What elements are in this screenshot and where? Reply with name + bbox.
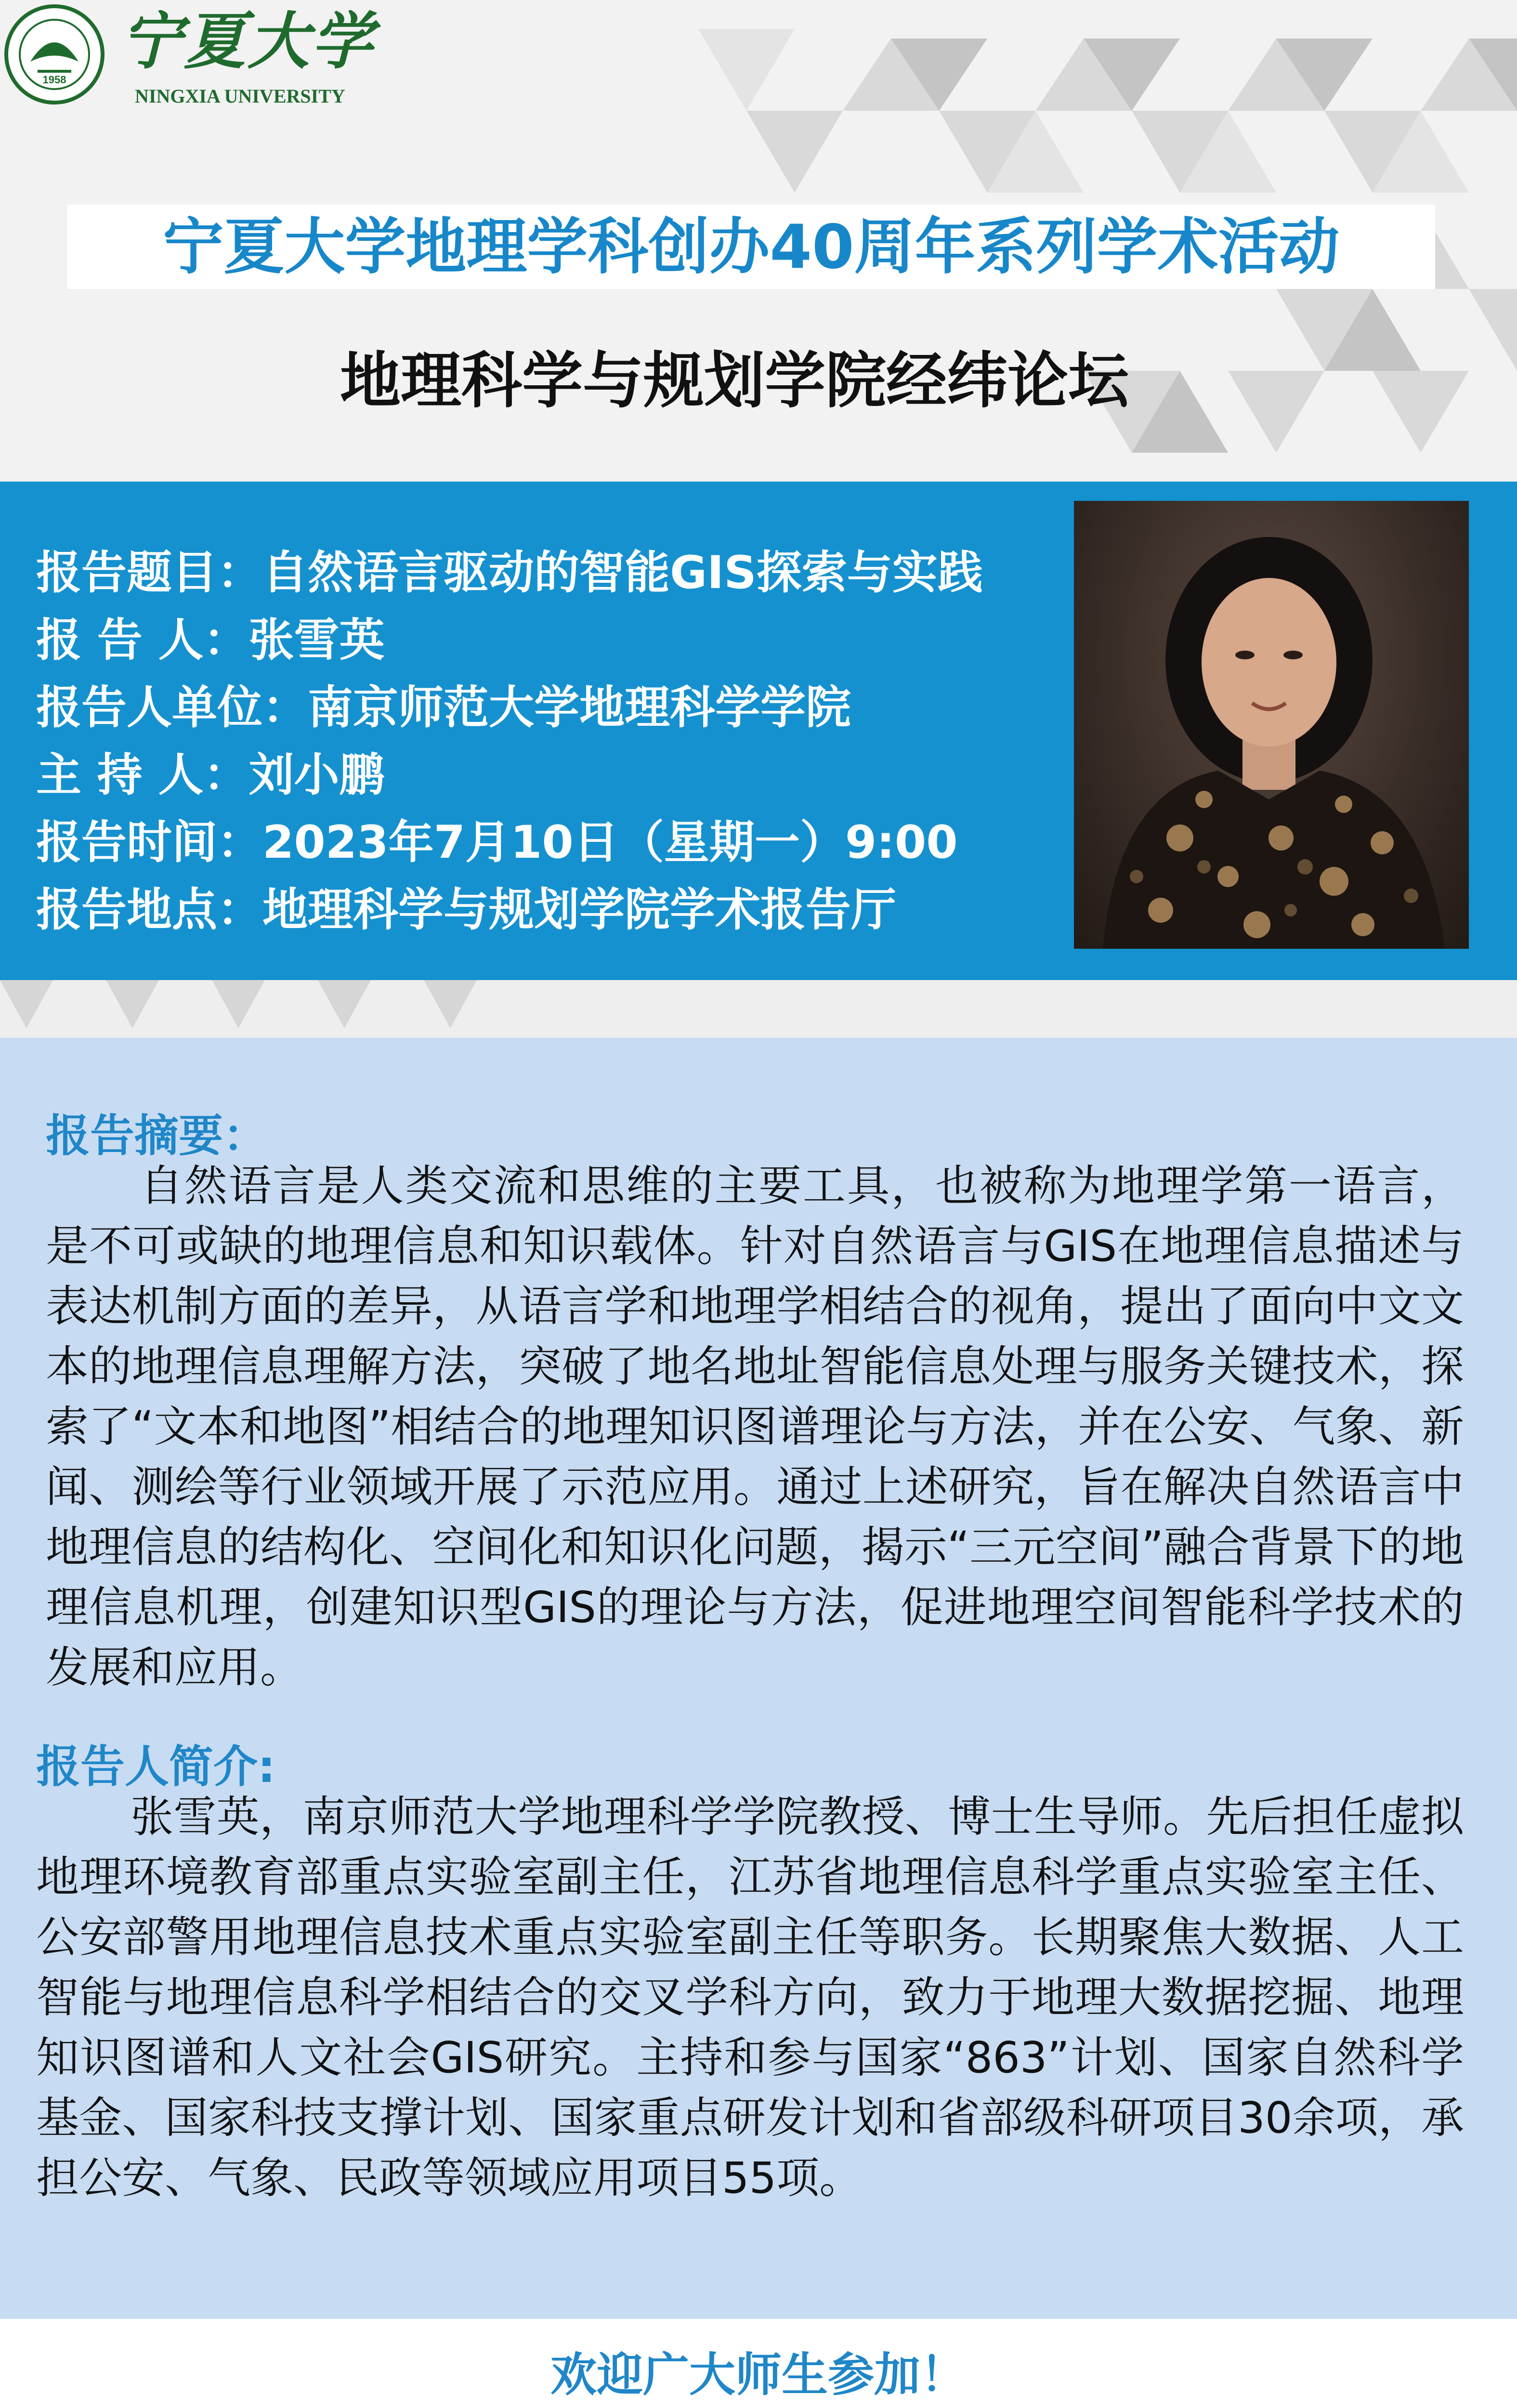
- university-seal-icon: [4, 4, 105, 105]
- speaker-portrait-icon: [1074, 501, 1469, 949]
- info-row-affiliation: 报告人单位：南京师范大学地理科学学院: [36, 681, 851, 734]
- divider-triangle-pattern: [0, 980, 1517, 1038]
- talk-info-list: [36, 539, 1047, 944]
- speaker-photo: [1074, 501, 1469, 949]
- info-row-time: 报告时间：2023年7月10日（星期一）9:00: [36, 816, 958, 869]
- section-divider: [0, 980, 1517, 1038]
- bio-heading: 报告人简介:: [36, 1741, 275, 1793]
- bio-text: 张雪英，南京师范大学地理科学学院教授、博士生导师。先后担任虚拟地理环境教育部重点实验室副主任，江苏省地理信息科学重点实验室主任、公安部警用地理信息技术重点实验室副主任等职务。长期聚焦大数据、人工智能与地理信息科学相结合的交叉学科方向，致力于地理大数据挖掘、地理知识图谱和人文社会GIS研究。主持和参与国家“863”计划、国家自然科学基金、国家科技支撑计划、国家重点研发计划和省部级科研项目30余项，承担公安、气象、民政等领域应用项目55项。: [36, 1792, 1464, 2203]
- talk-info-band: [0, 482, 1517, 980]
- poster-footer: [0, 2319, 1517, 2408]
- poster-header: [0, 0, 1517, 482]
- logo-english-name: NINGXIA UNIVERSITY: [135, 85, 345, 107]
- event-series-title: 宁夏大学地理学科创办40周年系列学术活动: [67, 205, 1435, 289]
- welcome-text: 欢迎广大师生参加！: [550, 2348, 967, 2402]
- info-row-speaker: 报 告 人：张雪英: [36, 614, 385, 667]
- logo-chinese-name: 宁夏大学: [120, 5, 375, 78]
- forum-title: 地理科学与规划学院经纬论坛: [340, 345, 1129, 416]
- abstract-heading: 报告摘要：: [46, 1110, 268, 1162]
- university-logo: [0, 0, 375, 116]
- info-row-host: 主 持 人：刘小鹏: [36, 749, 385, 801]
- info-row-title: 报告题目：自然语言驱动的智能GIS探索与实践: [36, 547, 983, 599]
- abstract-text: 自然语言是人类交流和思维的主要工具，也被称为地理学第一语言，是不可或缺的地理信息和知识载体。针对自然语言与GIS在地理信息描述与表达机制方面的差异，从语言学和地理学相结合的视角，提出了面向中文文本的地理信息理解方法，突破了地名地址智能信息处理与服务关键技术，探索了“文本和地图”相结合的地理知识图谱理论与方法，并在公安、气象、新闻、测绘等行业领域开展了示范应用。通过上述研究，旨在解决自然语言中地理信息的结构化、空间化和知识化问题，揭示“三元空间”融合背景下的地理信息机理，创建知识型GIS的理论与方法，促进地理空间智能科学技术的发展和应用。: [46, 1161, 1464, 1692]
- content-section: [0, 1038, 1517, 2319]
- seal-year: 1958: [42, 74, 66, 86]
- info-row-location: 报告地点：地理科学与规划学院学术报告厅: [36, 884, 897, 936]
